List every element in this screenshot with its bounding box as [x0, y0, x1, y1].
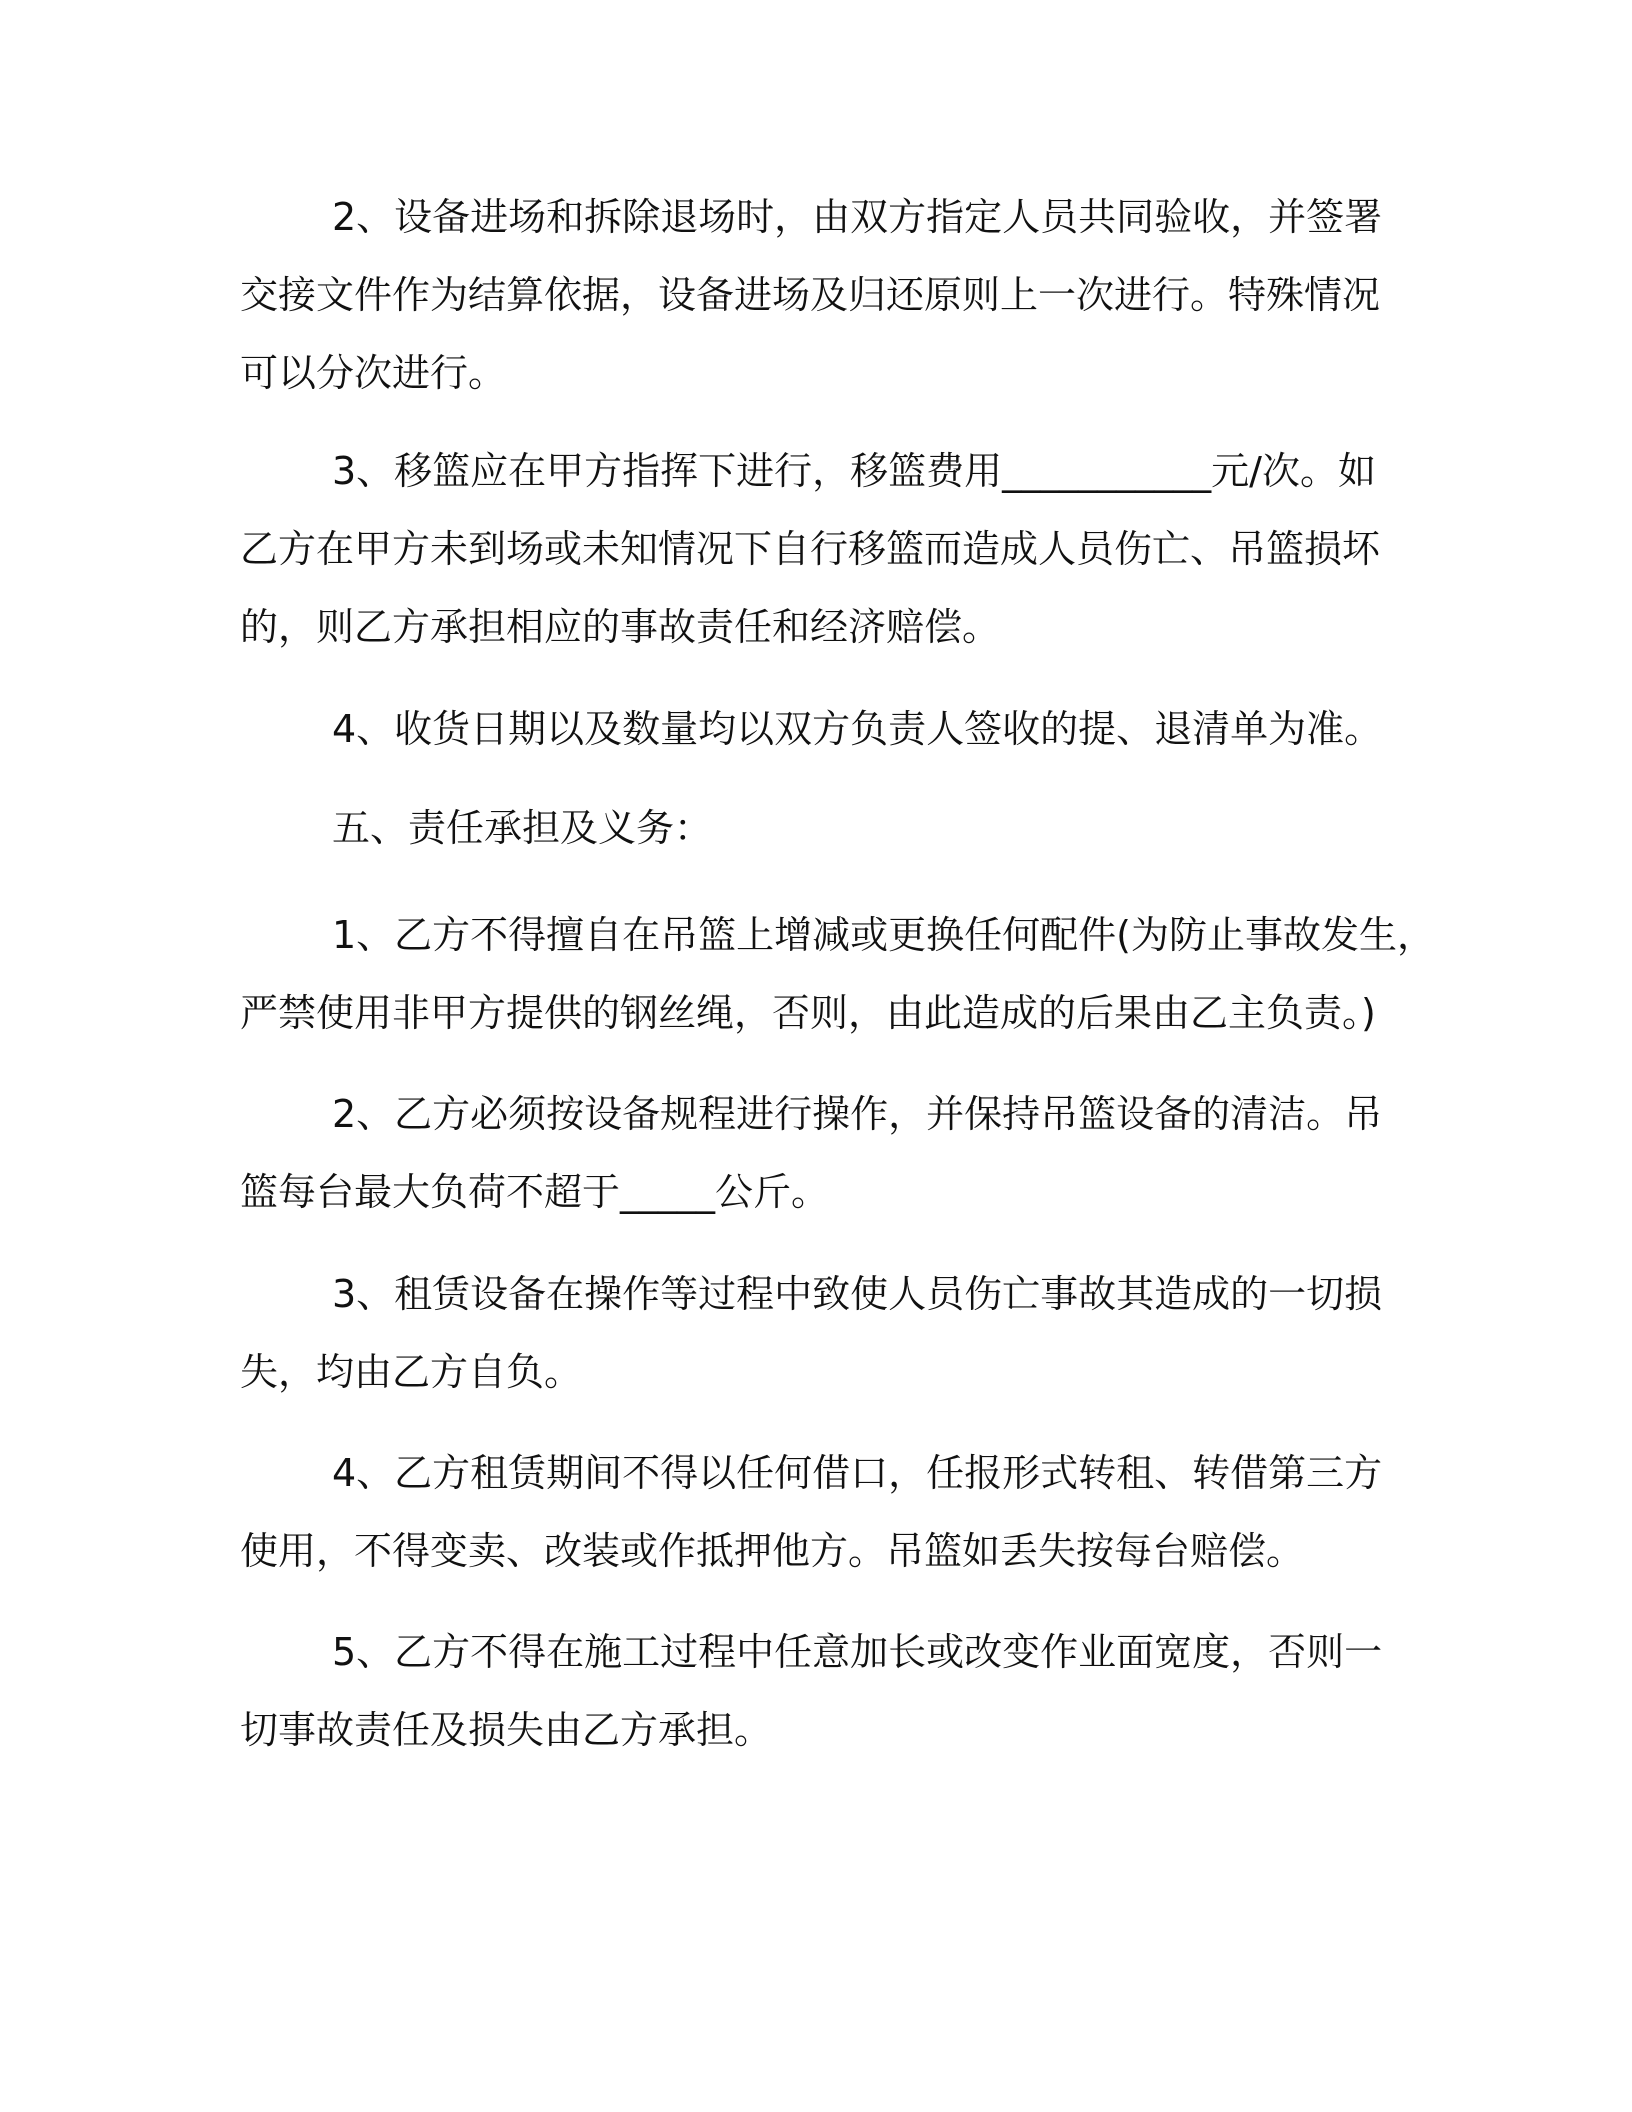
text-line: 切事故责任及损失由乙方承担。 — [240, 1708, 773, 1752]
paragraph-no-sublease — [240, 1434, 1383, 1590]
paragraph-operation-rules — [240, 1075, 1383, 1231]
text-line: 失，均由乙方自负。 — [240, 1350, 583, 1394]
text-line: 1、乙方不得擅自在吊篮上增减或更换任何配件(为防止事故发生， — [332, 913, 1436, 957]
text-line: 5、乙方不得在施工过程中任意加长或改变作业面宽度，否则一 — [332, 1630, 1383, 1674]
text-line: 4、收货日期以及数量均以双方负责人签收的提、退清单为准。 — [332, 707, 1383, 751]
text-line: 4、乙方租赁期间不得以任何借口，任报形式转租、转借第三方 — [332, 1451, 1383, 1495]
text-line: 交接文件作为结算依据，设备进场及归还原则上一次进行。特殊情况 — [240, 273, 1381, 317]
paragraph-no-modification — [240, 896, 1436, 1052]
paragraph-receipt-date — [240, 690, 1383, 768]
paragraph-work-surface — [240, 1613, 1383, 1769]
text-line: 严禁使用非甲方提供的钢丝绳，否则，由此造成的后果由乙主负责。) — [240, 991, 1376, 1035]
text-line: 2、设备进场和拆除退场时，由双方指定人员共同验收，并签署 — [332, 195, 1383, 239]
text-line: 可以分次进行。 — [240, 351, 507, 395]
text-line: 乙方在甲方未到场或未知情况下自行移篮而造成人员伤亡、吊篮损坏 — [240, 527, 1381, 571]
text-line: 3、移篮应在甲方指挥下进行，移篮费用___________元/次。如 — [332, 449, 1376, 493]
paragraph-acceptance — [240, 178, 1383, 412]
section-heading: 五、责任承担及义务： — [332, 806, 713, 850]
paragraph-accident-liability — [240, 1255, 1383, 1411]
section-heading-responsibilities — [240, 789, 1380, 867]
text-line: 2、乙方必须按设备规程进行操作，并保持吊篮设备的清洁。吊 — [332, 1092, 1383, 1136]
text-line: 3、租赁设备在操作等过程中致使人员伤亡事故其造成的一切损 — [332, 1272, 1383, 1316]
text-line: 篮每台最大负荷不超于_____公斤。 — [240, 1170, 830, 1214]
text-line: 使用，不得变卖、改装或作抵押他方。吊篮如丢失按每台赔偿。 — [240, 1529, 1305, 1573]
paragraph-basket-moving — [240, 432, 1380, 666]
text-line: 的，则乙方承担相应的事故责任和经济赔偿。 — [240, 605, 1001, 649]
